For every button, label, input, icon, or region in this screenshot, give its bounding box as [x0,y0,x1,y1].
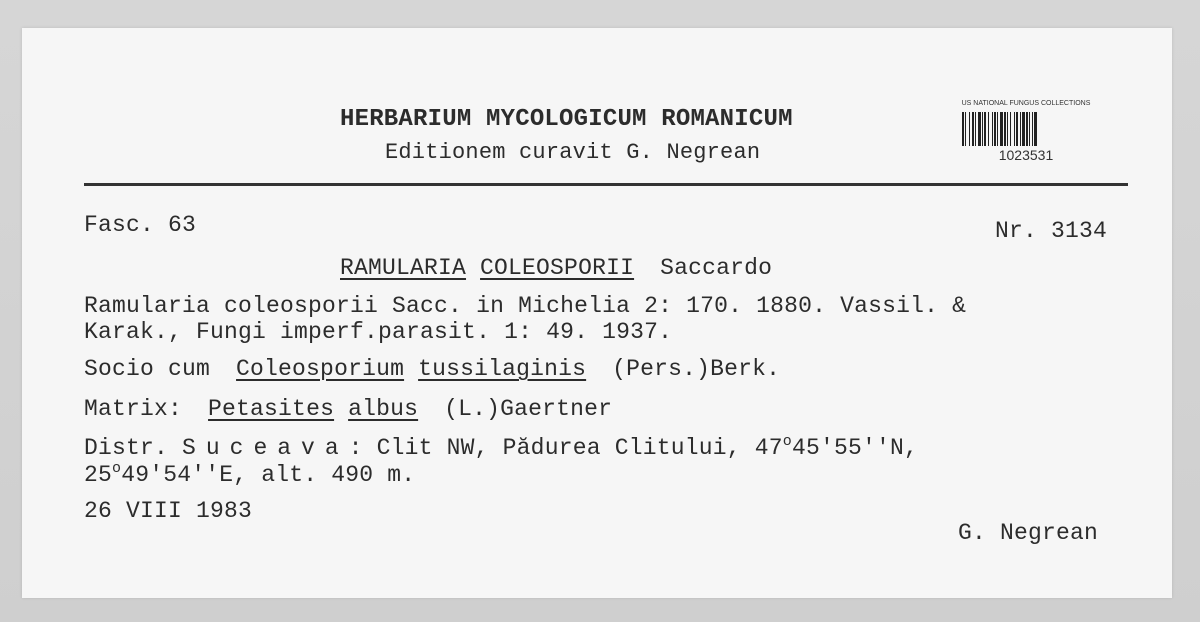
barcode-bar [1000,112,1003,146]
matrix-line [84,396,612,422]
barcode-bar [1034,112,1037,146]
barcode-bar [984,112,986,146]
barcode-number: 1023531 [998,147,1054,163]
distribution-prefix: Distr. [84,435,169,461]
citation-line-2: Karak., Fungi imperf.parasit. 1: 49. 1937. [84,319,673,345]
latitude-rest: 45'55''N, [791,435,918,461]
barcode-bar [1026,112,1028,146]
barcode-bar [1032,112,1033,146]
barcode-bar [1020,112,1021,146]
barcode-bar [988,112,989,146]
barcode-caption: US NATIONAL FUNGUS COLLECTIONS [961,100,1091,107]
distribution-region: Suceava [182,435,349,461]
matrix-epithet: albus [348,396,419,422]
barcode-bar [982,112,983,146]
socio-epithet: tussilaginis [418,356,587,382]
barcode-bar [962,112,964,146]
fascicle-number: Fasc. 63 [84,212,197,238]
barcode-bars [962,112,1090,146]
barcode-bar [1016,112,1018,146]
barcode-bar [978,112,981,146]
species-epithet: COLEOSPORII [480,255,635,281]
barcode-bar [1029,112,1030,146]
barcode [955,100,1097,166]
editor-line: Editionem curavit G. Negrean [385,140,761,165]
matrix-genus: Petasites [208,396,335,422]
header-divider [84,183,1128,186]
species-author: Saccardo [660,255,773,281]
barcode-bar [992,112,993,146]
barcode-bar [965,112,966,146]
distribution-line-2 [84,462,415,491]
species-name [340,255,772,281]
exsiccata-number: Nr. 3134 [995,218,1108,244]
socio-prefix: Socio cum [84,356,211,382]
socio-line [84,356,780,382]
barcode-bar [994,112,996,146]
barcode-bar [969,112,970,146]
barcode-bar [972,112,974,146]
collection-date: 26 VIII 1983 [84,498,253,524]
barcode-bar [975,112,976,146]
matrix-prefix: Matrix: [84,396,183,422]
herbarium-title: HERBARIUM MYCOLOGICUM ROMANICUM [340,106,793,133]
barcode-bar [1022,112,1025,146]
collector-name: G. Negrean [958,520,1099,546]
socio-author: (Pers.)Berk. [612,356,781,382]
latitude-degree-mark: o [782,433,792,450]
barcode-bar [997,112,998,146]
barcode-bar [1010,112,1011,146]
barcode-bar [1007,112,1008,146]
longitude-rest: 49'54''E, alt. 490 m. [121,462,416,488]
barcode-bar [1004,112,1006,146]
barcode-bar [1014,112,1015,146]
distribution-line-1 [84,435,918,464]
distribution-locality: : Clit NW, Pădurea Clitului, 47 [348,435,783,461]
matrix-author: (L.)Gaertner [444,396,613,422]
citation-line-1: Ramularia coleosporii Sacc. in Michelia 2: 170. 1880. Vassil. & [84,293,967,319]
longitude-degree-mark: o [112,460,122,477]
longitude-degrees: 25 [84,462,113,488]
species-genus: RAMULARIA [340,255,467,281]
socio-genus: Coleosporium [236,356,405,382]
